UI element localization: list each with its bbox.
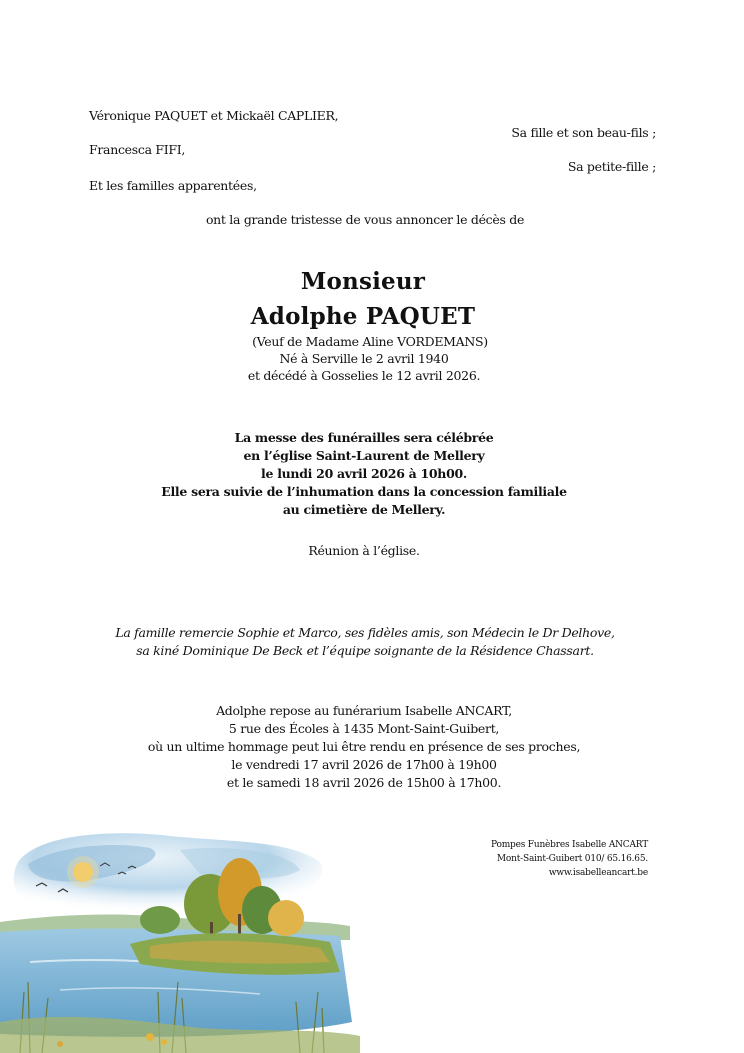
funeral-line: le lundi 20 avril 2026 à 10h00.	[261, 466, 467, 481]
family-line-2: Francesca FIFI,	[89, 142, 186, 157]
funeral-line: en l’église Saint-Laurent de Mellery	[243, 448, 485, 463]
funeral-line: Elle sera suivie de l’inhumation dans la concession familiale	[161, 484, 567, 499]
rest-block	[84, 702, 644, 792]
undertaker-name: Pompes Funèbres Isabelle ANCART	[491, 840, 648, 850]
widower-line: (Veuf de Madame Aline VORDEMANS)	[252, 334, 488, 349]
family-line-1: Véronique PAQUET et Mickaël CAPLIER,	[89, 108, 339, 123]
deceased-title: Monsieur	[300, 268, 426, 295]
thanks-line: sa kiné Dominique De Beck et l’équipe soignante de la Résidence Chassart.	[136, 643, 594, 658]
family-relation-1: Sa fille et son beau-fils ;	[511, 125, 656, 140]
family-relation-2: Sa petite-fille ;	[567, 159, 656, 174]
family-line-3: Et les familles apparentées,	[89, 178, 257, 193]
thanks-line: La famille remercie Sophie et Marco, ses fidèles amis, son Médecin le Dr Delhove,	[115, 625, 615, 640]
rest-line: le vendredi 17 avril 2026 de 17h00 à 19h00	[231, 757, 497, 772]
rest-line: où un ultime hommage peut lui être rendu en présence de ses proches,	[147, 739, 581, 754]
funeral-line: La messe des funérailles sera célébrée	[234, 430, 494, 445]
announcement: ont la grande tristesse de vous annoncer le décès de	[205, 212, 525, 227]
funeral-block	[114, 429, 614, 519]
rest-line: et le samedi 18 avril 2026 de 15h00 à 17h00.	[226, 775, 502, 790]
deceased-name: Adolphe PAQUET	[250, 303, 476, 330]
watercolor-lake-landscape-icon	[0, 822, 362, 1053]
birth-line: Né à Serville le 2 avril 1940	[279, 351, 449, 366]
undertaker-website[interactable]: www.isabelleancart.be	[548, 868, 648, 878]
death-line: et décédé à Gosselies le 12 avril 2026.	[247, 368, 481, 383]
undertaker-block	[430, 838, 648, 880]
rest-line: Adolphe repose au funérarium Isabelle ANCART,	[216, 703, 512, 718]
funeral-line: au cimetière de Mellery.	[282, 502, 446, 517]
thanks-block	[60, 624, 670, 660]
meeting-note: Réunion à l’église.	[308, 543, 420, 558]
undertaker-phone: Mont-Saint-Guibert 010/ 65.16.65.	[496, 854, 648, 864]
rest-line: 5 rue des Écoles à 1435 Mont-Saint-Guibert,	[228, 721, 500, 736]
